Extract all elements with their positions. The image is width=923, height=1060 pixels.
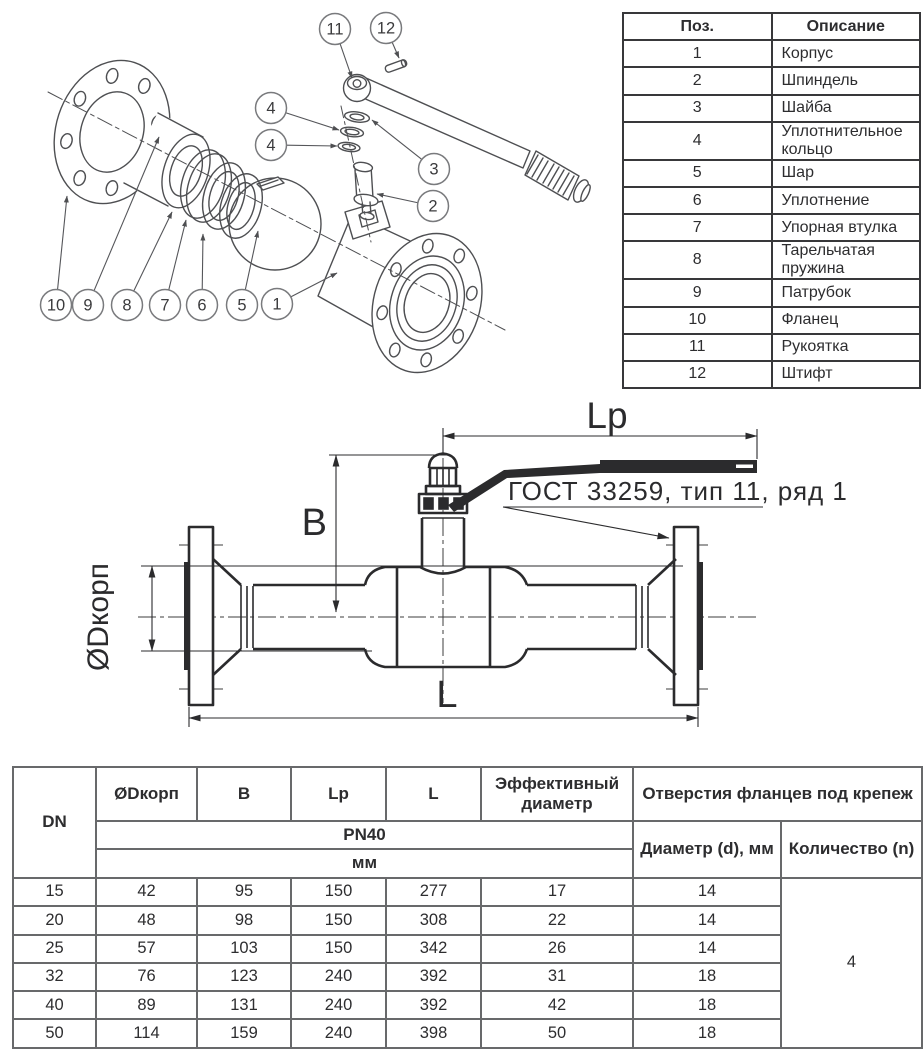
- part-description: Шар: [772, 160, 921, 187]
- dims-header-row-1: [13, 767, 922, 821]
- parts-header-pos: Поз.: [623, 13, 772, 40]
- dims-header-row-2: [13, 821, 922, 849]
- part-description: Рукоятка: [772, 334, 921, 361]
- part-position: 7: [623, 214, 772, 241]
- dims-header-eff: Эффективный диаметр: [481, 767, 633, 821]
- dims-cell-eff: 17: [481, 878, 633, 906]
- callout-number: 11: [326, 20, 344, 39]
- part-position: 8: [623, 241, 772, 279]
- dims-cell-b: 98: [197, 906, 291, 934]
- callout-number: 6: [197, 296, 207, 315]
- parts-table-header-row: [623, 13, 920, 40]
- parts-table-row: [623, 67, 920, 94]
- part-position: 9: [623, 279, 772, 306]
- callout-leader: [377, 194, 418, 203]
- dims-cell-hole_d: 18: [633, 1019, 781, 1047]
- dims-cell-b: 123: [197, 963, 291, 991]
- dims-cell-hole_d: 18: [633, 991, 781, 1019]
- callout-leader: [340, 44, 352, 78]
- dims-cell-eff: 42: [481, 991, 633, 1019]
- dims-cell-hole_d: 14: [633, 935, 781, 963]
- dims-cell-l: 308: [386, 906, 481, 934]
- dims-cell-d_korp: 42: [96, 878, 197, 906]
- dims-cell-dn: 32: [13, 963, 96, 991]
- callout-number: 4: [266, 99, 276, 118]
- part-description: Уплотнительное кольцо: [772, 122, 921, 160]
- dims-cell-l: 392: [386, 991, 481, 1019]
- dims-cell-l: 398: [386, 1019, 481, 1047]
- parts-table-row: [623, 160, 920, 187]
- dims-cell-bolt-count: 4: [781, 878, 922, 1048]
- callout-leader: [372, 120, 422, 159]
- dims-header-dn: DN: [13, 767, 96, 878]
- callout-leader: [169, 220, 186, 290]
- oring-part: [337, 126, 364, 153]
- parts-table-row: [623, 334, 920, 361]
- washer-part: [344, 110, 370, 123]
- dims-cell-dn: 15: [13, 878, 96, 906]
- handle-part: [344, 75, 593, 205]
- dimension-drawing-svg: [0, 388, 923, 760]
- dim-label-dkorp: ØDкорп: [82, 562, 115, 672]
- dims-cell-hole_d: 18: [633, 963, 781, 991]
- dims-cell-d_korp: 89: [96, 991, 197, 1019]
- dims-cell-b: 159: [197, 1019, 291, 1047]
- dims-cell-dn: 20: [13, 906, 96, 934]
- callout-leader: [392, 42, 399, 58]
- dims-cell-dn: 50: [13, 1019, 96, 1047]
- dims-cell-d_korp: 76: [96, 963, 197, 991]
- dims-cell-lp: 240: [291, 991, 386, 1019]
- callout-number: 5: [237, 296, 247, 315]
- part-description: Упорная втулка: [772, 214, 921, 241]
- dims-table-row: [13, 878, 922, 906]
- dims-cell-d_korp: 48: [96, 906, 197, 934]
- dims-cell-eff: 31: [481, 963, 633, 991]
- dims-cell-hole_d: 14: [633, 878, 781, 906]
- dims-cell-dn: 40: [13, 991, 96, 1019]
- dims-header-pn: PN40: [96, 821, 633, 849]
- callout-number: 1: [272, 295, 282, 314]
- callout-number: 7: [160, 296, 170, 315]
- dims-cell-eff: 22: [481, 906, 633, 934]
- part-description: Шайба: [772, 95, 921, 122]
- part-position: 4: [623, 122, 772, 160]
- dimensions-table: [12, 766, 923, 1049]
- part-position: 6: [623, 187, 772, 214]
- callout-leader: [202, 234, 203, 290]
- parts-table-row: [623, 361, 920, 388]
- pin-part: [384, 59, 407, 73]
- dims-header-hole-d: Диаметр (d), мм: [633, 821, 781, 878]
- exploded-view-svg: [0, 0, 620, 392]
- ball-part: [229, 177, 321, 270]
- dims-cell-lp: 150: [291, 906, 386, 934]
- callout-leader: [286, 145, 337, 146]
- dim-label-l: L: [436, 674, 458, 716]
- dims-cell-l: 342: [386, 935, 481, 963]
- callout-number: 8: [122, 296, 132, 315]
- part-description: Штифт: [772, 361, 921, 388]
- parts-table-row: [623, 122, 920, 160]
- dims-header-l: L: [386, 767, 481, 821]
- parts-table-row: [623, 307, 920, 334]
- dim-label-lp: Lp: [586, 395, 628, 436]
- part-description: Тарельчатая пружина: [772, 241, 921, 279]
- part-position: 2: [623, 67, 772, 94]
- part-description: Фланец: [772, 307, 921, 334]
- callout-leader: [286, 113, 339, 130]
- part-position: 5: [623, 160, 772, 187]
- gost-note: ГОСТ 33259, тип 11, ряд 1: [508, 476, 848, 506]
- dims-cell-d_korp: 114: [96, 1019, 197, 1047]
- body-part: [318, 201, 499, 387]
- dims-header-b: B: [197, 767, 291, 821]
- callout-leader: [134, 212, 172, 291]
- callout-number: 10: [46, 296, 66, 315]
- dims-cell-dn: 25: [13, 935, 96, 963]
- callout-number: 9: [83, 296, 93, 315]
- callout-number: 4: [266, 136, 276, 155]
- dims-cell-lp: 150: [291, 878, 386, 906]
- dims-header-holes: Отверстия фланцев под крепеж: [633, 767, 922, 821]
- part-description: Патрубок: [772, 279, 921, 306]
- dims-cell-lp: 240: [291, 1019, 386, 1047]
- dims-cell-hole_d: 14: [633, 906, 781, 934]
- part-position: 11: [623, 334, 772, 361]
- parts-table-row: [623, 40, 920, 67]
- part-position: 10: [623, 307, 772, 334]
- dims-cell-b: 103: [197, 935, 291, 963]
- dims-header-hole-n: Количество (n): [781, 821, 922, 878]
- dims-header-dkorp: ØDкорп: [96, 767, 197, 821]
- part-position: 1: [623, 40, 772, 67]
- dim-label-b: B: [301, 502, 327, 544]
- part-position: 3: [623, 95, 772, 122]
- dims-cell-l: 277: [386, 878, 481, 906]
- dims-cell-lp: 240: [291, 963, 386, 991]
- dims-cell-lp: 150: [291, 935, 386, 963]
- dims-cell-l: 392: [386, 963, 481, 991]
- dims-header-lp: Lp: [291, 767, 386, 821]
- dims-cell-eff: 50: [481, 1019, 633, 1047]
- callout-number: 3: [429, 160, 439, 179]
- dims-header-unit: мм: [96, 849, 633, 878]
- parts-table-row: [623, 214, 920, 241]
- dims-cell-d_korp: 57: [96, 935, 197, 963]
- part-description: Шпиндель: [772, 67, 921, 94]
- parts-table-row: [623, 95, 920, 122]
- callout-number: 12: [376, 19, 396, 38]
- part-description: Уплотнение: [772, 187, 921, 214]
- callout-leader: [58, 196, 67, 290]
- parts-table: [622, 12, 921, 389]
- dims-cell-b: 131: [197, 991, 291, 1019]
- parts-table-row: [623, 241, 920, 279]
- dims-cell-eff: 26: [481, 935, 633, 963]
- callout-number: 2: [428, 197, 438, 216]
- part-description: Корпус: [772, 40, 921, 67]
- dims-cell-b: 95: [197, 878, 291, 906]
- parts-header-descr: Описание: [772, 13, 921, 40]
- part-position: 12: [623, 361, 772, 388]
- parts-table-row: [623, 279, 920, 306]
- parts-table-row: [623, 187, 920, 214]
